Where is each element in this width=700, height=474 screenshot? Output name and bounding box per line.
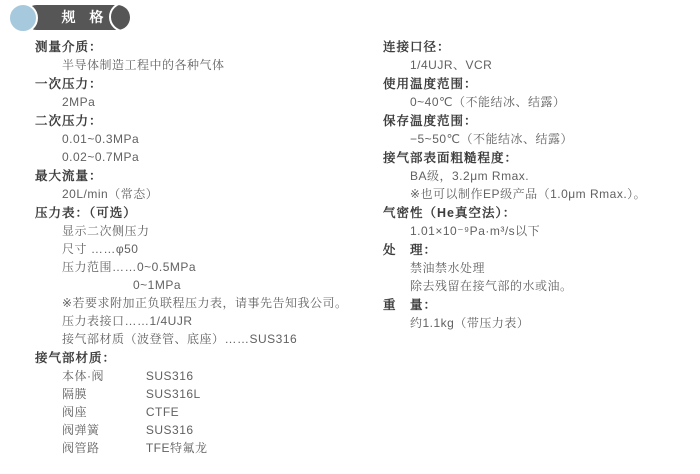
spec-section-air-tightness bbox=[383, 204, 693, 240]
banner-crescent-decoration bbox=[109, 5, 130, 30]
spec-heading: 气密性（He真空法）： bbox=[383, 206, 517, 220]
spec-line: BA级，3.2μm Rmax. bbox=[410, 169, 530, 183]
material-row bbox=[35, 367, 375, 385]
accent-circle-icon bbox=[8, 3, 38, 33]
spec-line: 压力范围……0~0.5MPa bbox=[62, 260, 197, 274]
spec-line: 半导体制造工程中的各种气体 bbox=[62, 58, 225, 72]
spec-heading: 二次压力： bbox=[35, 114, 103, 128]
spec-heading: 最大流量： bbox=[35, 169, 103, 183]
spec-heading: 测量介质： bbox=[35, 40, 103, 54]
spec-heading: 处 理： bbox=[383, 243, 438, 257]
material-row bbox=[35, 421, 375, 439]
spec-section-wetted-materials bbox=[35, 349, 375, 457]
spec-heading: 重 量： bbox=[383, 298, 438, 312]
spec-line: 0.02~0.7MPa bbox=[62, 150, 140, 164]
spec-line: 禁油禁水处理 bbox=[410, 261, 486, 275]
spec-heading: 一次压力： bbox=[35, 77, 103, 91]
material-name: 阀管路 bbox=[62, 441, 100, 455]
section-title-banner bbox=[24, 5, 130, 30]
spec-section-secondary-pressure bbox=[35, 112, 375, 166]
spec-section-measuring-medium bbox=[35, 38, 375, 74]
spec-section-max-flow bbox=[35, 167, 375, 203]
page-header bbox=[0, 0, 700, 36]
spec-column-right bbox=[383, 38, 693, 333]
material-name: 隔膜 bbox=[62, 387, 88, 401]
material-grade: CTFE bbox=[145, 405, 180, 419]
spec-line: 1/4UJR、VCR bbox=[410, 58, 493, 72]
spec-line: 约1.1kg（带压力表） bbox=[410, 316, 530, 330]
spec-line: 压力表接口……1/4UJR bbox=[62, 314, 193, 328]
spec-heading: 连接口径： bbox=[383, 40, 451, 54]
material-row bbox=[35, 403, 375, 421]
spec-heading: 压力表：（可选） bbox=[35, 206, 137, 220]
spec-line: 2MPa bbox=[62, 95, 96, 109]
spec-line: 接气部材质（波登管、底座）……SUS316 bbox=[62, 332, 298, 346]
spec-heading: 使用温度范围： bbox=[383, 77, 478, 91]
spec-line: 20L/min（常态） bbox=[62, 187, 159, 201]
material-grade: TFE特氟龙 bbox=[145, 441, 208, 455]
material-row bbox=[35, 439, 375, 457]
spec-section-operating-temp bbox=[383, 75, 693, 111]
material-grade: SUS316L bbox=[145, 387, 201, 401]
material-name: 阀座 bbox=[62, 405, 88, 419]
spec-line: 显示二次侧压力 bbox=[62, 224, 150, 238]
spec-line: 0~1MPa bbox=[133, 278, 182, 292]
material-name: 本体·阀 bbox=[62, 369, 104, 383]
spec-heading: 接气部材质： bbox=[35, 351, 117, 365]
spec-section-weight bbox=[383, 296, 693, 332]
spec-section-surface-roughness bbox=[383, 149, 693, 203]
spec-line-note: ※若要求附加正负联程压力表，请事先告知我公司。 bbox=[62, 296, 348, 310]
spec-section-storage-temp bbox=[383, 112, 693, 148]
spec-line-note: ※也可以制作EP级产品（1.0μm Rmax.）。 bbox=[410, 187, 647, 201]
spec-heading: 保存温度范围： bbox=[383, 114, 478, 128]
spec-line: 尺寸 ……φ50 bbox=[62, 242, 139, 256]
spec-line: 除去残留在接气部的水或油。 bbox=[410, 279, 573, 293]
spec-section-primary-pressure bbox=[35, 75, 375, 111]
spec-section-pressure-gauge bbox=[35, 204, 375, 348]
spec-line: −5~50℃（不能结冰、结露） bbox=[410, 132, 574, 146]
spec-column-left bbox=[35, 38, 375, 458]
spec-section-treatment bbox=[383, 241, 693, 295]
spec-line: 0.01~0.3MPa bbox=[62, 132, 140, 146]
spec-line: 1.01×10⁻⁹Pa·m³/s以下 bbox=[410, 224, 541, 238]
material-name: 阀弹簧 bbox=[62, 423, 100, 437]
page-title: 规 格 bbox=[61, 9, 109, 25]
spec-heading: 接气部表面粗糙程度： bbox=[383, 151, 519, 165]
spec-line: 0~40℃（不能结冰、结露） bbox=[410, 95, 566, 109]
material-grade: SUS316 bbox=[145, 423, 194, 437]
material-grade: SUS316 bbox=[145, 369, 194, 383]
material-row bbox=[35, 385, 375, 403]
spec-section-connection-size bbox=[383, 38, 693, 74]
